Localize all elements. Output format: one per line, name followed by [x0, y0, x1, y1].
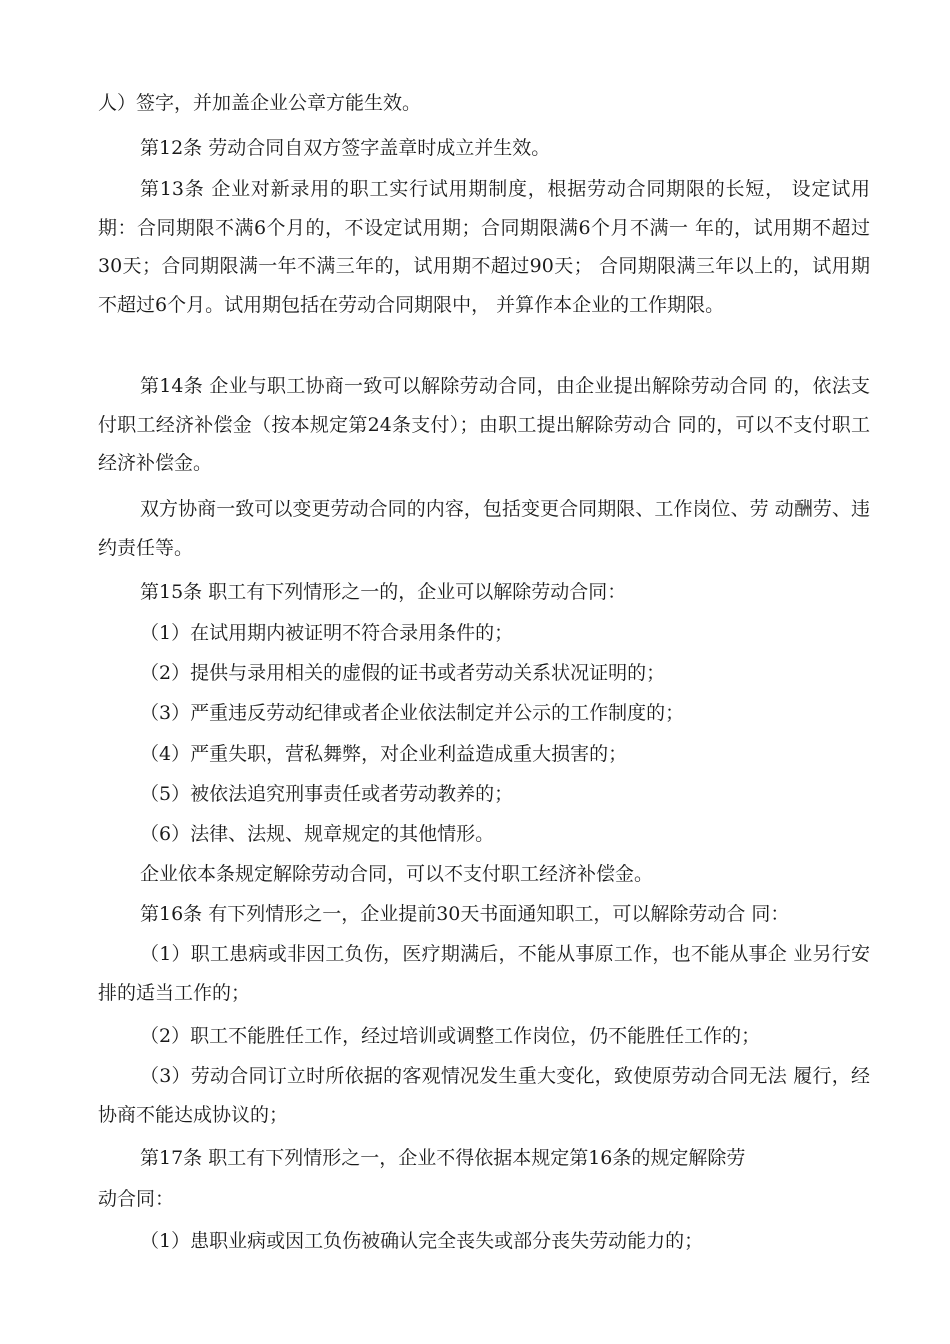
article-17: 第17条 职工有下列情形之一，企业不得依据本规定第16条的规定解除劳	[140, 1147, 746, 1169]
article-14: 第14条 企业与职工协商一致可以解除劳动合同，由企业提出解除劳动合同 的，依法支付职工经济补偿金（按本规定第24条支付）；由职工提出解除劳动合 同的，可以不支付职工经济补偿金。	[98, 375, 870, 475]
article-12: 第12条 劳动合同自双方签字盖章时成立并生效。	[140, 137, 551, 159]
article-15-item-2: （2）提供与录用相关的虚假的证书或者劳动关系状况证明的；	[140, 662, 666, 684]
article-13: 第13条 企业对新录用的职工实行试用期制度，根据劳动合同期限的长短， 设定试用期：合同期限不满6个月的，不设定试用期；合同期限满6个月不满一 年的，试用期不超过30天；合同期限满一年不满三年的，试用期不超过90天； 合同期限满三年以上的，试用期不超过6个月。试用期包括在劳动合同期限中， 并算作本企业的工作期限。	[98, 178, 870, 316]
article-15: 第15条 职工有下列情形之一的，企业可以解除劳动合同：	[140, 581, 627, 603]
article-16-item-2: （2）职工不能胜任工作，经过培训或调整工作岗位，仍不能胜任工作的；	[140, 1025, 761, 1047]
article-16-item-1: （1）职工患病或非因工负伤，医疗期满后，不能从事原工作，也不能从事企 业另行安排的适当工作的；	[98, 943, 870, 1004]
article-16: 第16条 有下列情形之一，企业提前30天书面通知职工，可以解除劳动合 同：	[140, 903, 790, 925]
article-15-item-6: （6）法律、法规、规章规定的其他情形。	[140, 823, 495, 845]
article-15-item-4: （4）严重失职，营私舞弊，对企业利益造成重大损害的；	[140, 743, 628, 765]
article-16-item-3: （3）劳动合同订立时所依据的客观情况发生重大变化，致使原劳动合同无法 履行，经协商不能达成协议的；	[98, 1065, 870, 1126]
paragraph-continuation: 人）签字，并加盖企业公章方能生效。	[98, 92, 422, 114]
contract-change-paragraph: 双方协商一致可以变更劳动合同的内容，包括变更合同期限、工作岗位、劳 动酬劳、违约责任等。	[98, 498, 870, 559]
article-15-note: 企业依本条规定解除劳动合同，可以不支付职工经济补偿金。	[140, 863, 654, 885]
article-15-item-1: （1）在试用期内被证明不符合录用条件的；	[140, 622, 514, 644]
article-17-continuation: 动合同：	[98, 1188, 175, 1210]
article-15-item-5: （5）被依法追究刑事责任或者劳动教养的；	[140, 783, 514, 805]
article-17-item-1: （1）患职业病或因工负伤被确认完全丧失或部分丧失劳动能力的；	[140, 1230, 704, 1252]
article-15-item-3: （3）严重违反劳动纪律或者企业依法制定并公示的工作制度的；	[140, 702, 685, 724]
